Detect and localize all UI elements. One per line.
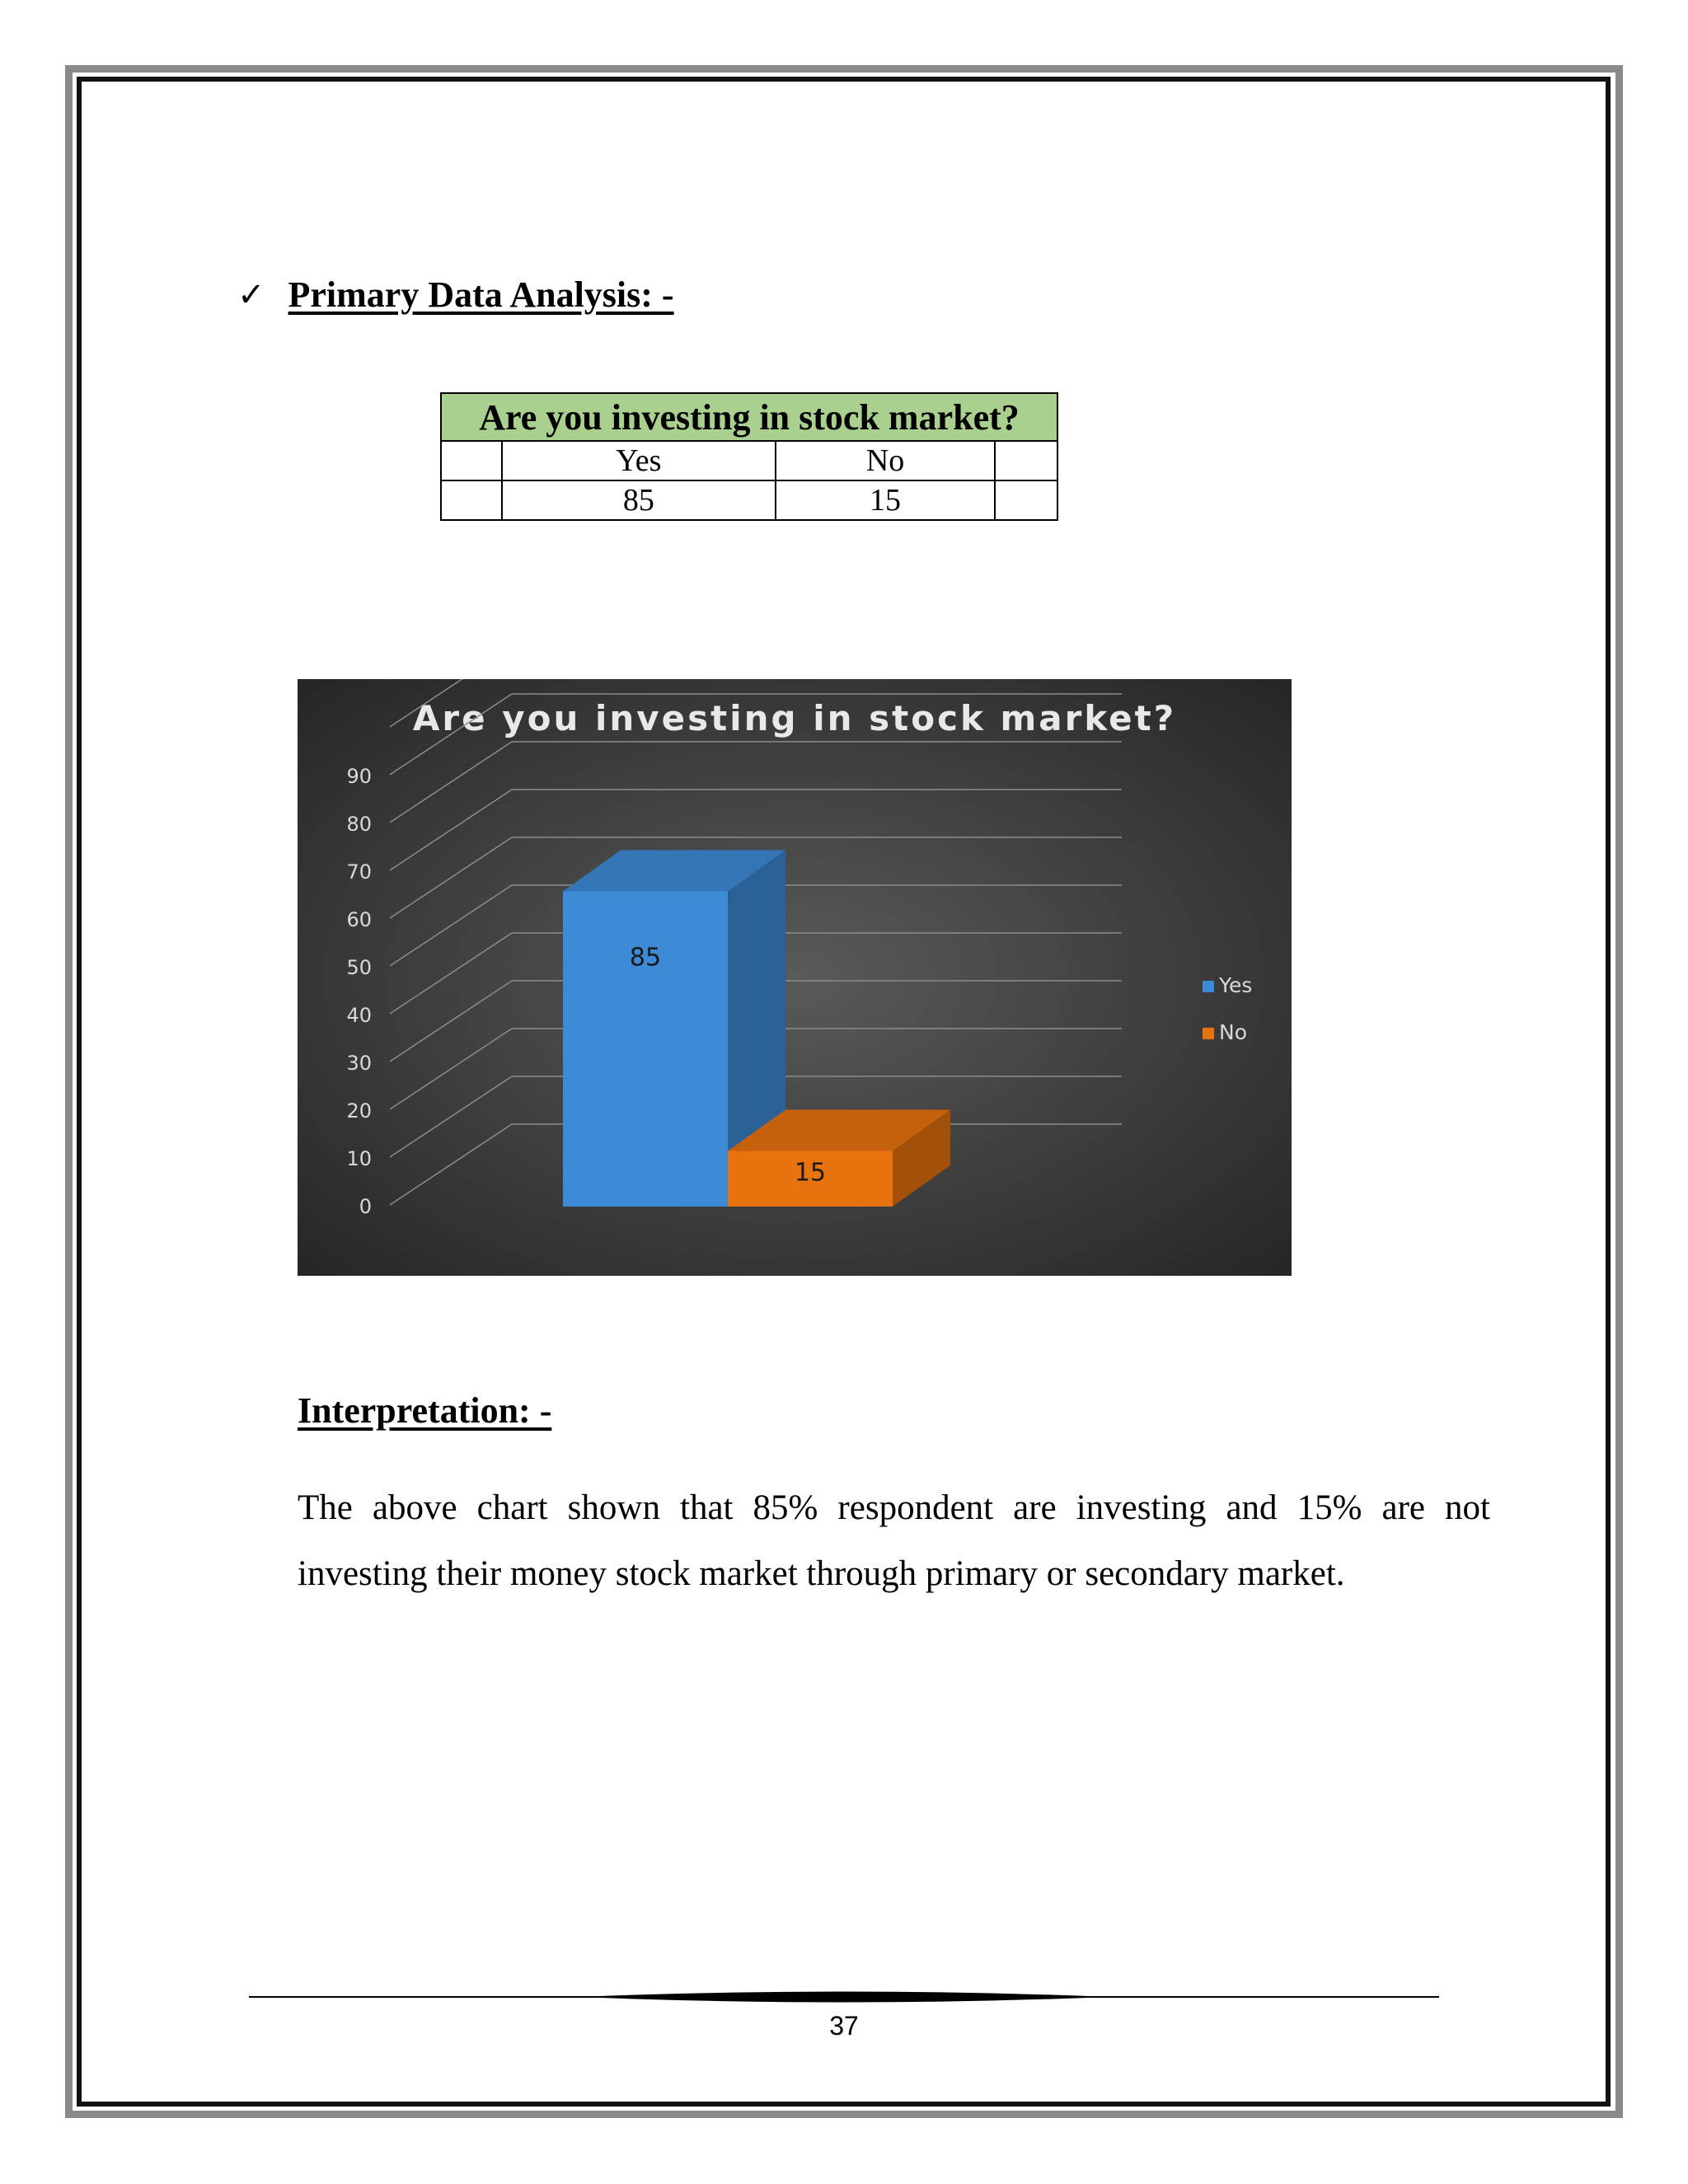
interpretation-body: The above chart shown that 85% respondent are investing and 15% are not investing their money stock market through primary or secondary market. bbox=[298, 1488, 1490, 1593]
y-tick-label: 0 bbox=[359, 1195, 372, 1218]
section-heading bbox=[237, 274, 674, 316]
legend-label: Yes bbox=[1219, 973, 1253, 997]
bar-yes bbox=[563, 892, 728, 1207]
table-cell bbox=[995, 441, 1057, 480]
checkmark-icon: ✓ bbox=[237, 275, 265, 314]
survey-table bbox=[440, 392, 1058, 521]
data-label: 15 bbox=[794, 1158, 827, 1188]
legend-swatch-yes bbox=[1203, 981, 1214, 992]
survey-table-title: Are you investing in stock market? bbox=[441, 393, 1057, 441]
footer-divider bbox=[249, 1988, 1439, 2006]
y-tick-label: 20 bbox=[346, 1099, 372, 1122]
table-cell: 15 bbox=[776, 480, 995, 520]
table-cell bbox=[441, 441, 502, 480]
table-cell: Yes bbox=[502, 441, 776, 480]
y-tick-label: 70 bbox=[346, 860, 372, 883]
data-label: 85 bbox=[629, 943, 662, 972]
table-row bbox=[441, 480, 1057, 520]
y-tick-label: 30 bbox=[346, 1052, 372, 1075]
y-tick-label: 80 bbox=[346, 813, 372, 836]
bar-chart bbox=[298, 679, 1292, 1276]
bar-chart-svg bbox=[298, 679, 1292, 1276]
table-cell bbox=[441, 480, 502, 520]
table-row bbox=[441, 441, 1057, 480]
y-tick-label: 50 bbox=[346, 956, 372, 979]
legend-swatch-no bbox=[1203, 1028, 1214, 1039]
table-cell bbox=[995, 480, 1057, 520]
chart-title: Are you investing in stock market? bbox=[412, 698, 1177, 738]
legend-label: No bbox=[1219, 1020, 1247, 1044]
table-cell: No bbox=[776, 441, 995, 480]
y-tick-label: 90 bbox=[346, 765, 372, 788]
y-tick-label: 10 bbox=[346, 1147, 372, 1170]
table-cell: 85 bbox=[502, 480, 776, 520]
interpretation-title: Interpretation: - bbox=[298, 1390, 552, 1431]
page-number: 37 bbox=[829, 2011, 859, 2041]
y-tick-label: 40 bbox=[346, 1004, 372, 1027]
section-heading-text: Primary Data Analysis: - bbox=[288, 274, 674, 315]
y-tick-label: 60 bbox=[346, 908, 372, 931]
